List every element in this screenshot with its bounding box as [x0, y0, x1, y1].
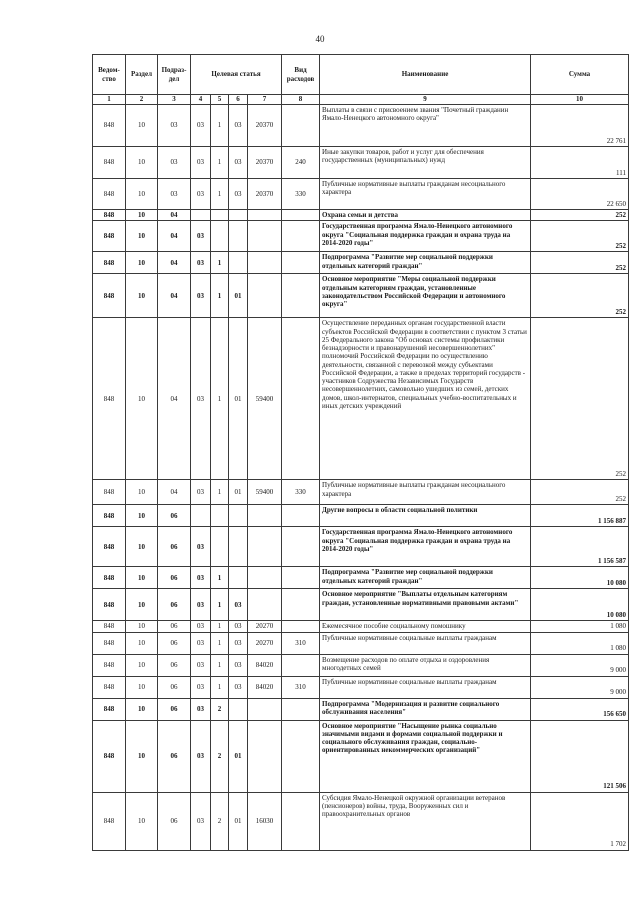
cell-statya-subprogram: 1 — [211, 676, 229, 698]
cell-naimenovanie: Публичные нормативные выплаты гражданам несоциального характера — [320, 179, 531, 210]
cell-vedomstvo: 848 — [93, 147, 126, 179]
cell-statya-measure — [229, 527, 248, 567]
cell-summa: 22 650 — [531, 179, 629, 210]
cell-statya-measure: 01 — [229, 792, 248, 850]
cell-statya-direction — [248, 210, 282, 221]
cell-statya-subprogram: 2 — [211, 792, 229, 850]
cell-podrazdel: 06 — [158, 698, 191, 720]
cell-razdel: 10 — [126, 621, 158, 632]
cell-vedomstvo: 848 — [93, 318, 126, 480]
cell-razdel: 10 — [126, 792, 158, 850]
cell-statya-direction: 20270 — [248, 621, 282, 632]
cell-statya-subprogram: 1 — [211, 480, 229, 505]
cell-podrazdel: 03 — [158, 105, 191, 147]
column-number-row — [93, 95, 629, 105]
cell-statya-program: 03 — [191, 589, 211, 621]
table-row — [93, 654, 629, 676]
cell-vid-rashodov: 330 — [282, 480, 320, 505]
cell-summa: 252 — [531, 221, 629, 252]
table-row — [93, 179, 629, 210]
cell-podrazdel: 06 — [158, 654, 191, 676]
cell-statya-measure — [229, 505, 248, 527]
cell-statya-direction: 59400 — [248, 318, 282, 480]
cell-podrazdel: 04 — [158, 252, 191, 274]
cell-statya-direction — [248, 720, 282, 792]
cell-naimenovanie: Субсидия Ямало-Ненецкой окружной организации ветеранов (пенсионеров) войны, труда, Вооруженных сил и правоохранительных органов — [320, 792, 531, 850]
cell-statya-measure: 01 — [229, 480, 248, 505]
cell-statya-direction — [248, 527, 282, 567]
column-number: 4 — [191, 95, 211, 105]
cell-naimenovanie: Возмещение расходов по оплате отдыха и оздоровления многодетных семей — [320, 654, 531, 676]
cell-vedomstvo: 848 — [93, 632, 126, 654]
table-row — [93, 632, 629, 654]
cell-statya-direction — [248, 221, 282, 252]
cell-statya-program: 03 — [191, 527, 211, 567]
cell-razdel: 10 — [126, 654, 158, 676]
cell-statya-direction: 16030 — [248, 792, 282, 850]
cell-razdel: 10 — [126, 589, 158, 621]
cell-vid-rashodov — [282, 698, 320, 720]
cell-podrazdel: 06 — [158, 589, 191, 621]
column-number: 3 — [158, 95, 191, 105]
cell-vid-rashodov: 310 — [282, 676, 320, 698]
cell-razdel: 10 — [126, 480, 158, 505]
cell-vedomstvo: 848 — [93, 252, 126, 274]
cell-vedomstvo: 848 — [93, 720, 126, 792]
cell-statya-program: 03 — [191, 105, 211, 147]
cell-naimenovanie: Публичные нормативные социальные выплаты гражданам — [320, 676, 531, 698]
table-row — [93, 480, 629, 505]
cell-summa: 22 761 — [531, 105, 629, 147]
cell-vid-rashodov — [282, 654, 320, 676]
cell-podrazdel: 06 — [158, 527, 191, 567]
table-row — [93, 147, 629, 179]
cell-vid-rashodov — [282, 720, 320, 792]
cell-razdel: 10 — [126, 221, 158, 252]
cell-summa: 121 506 — [531, 720, 629, 792]
cell-summa: 252 — [531, 480, 629, 505]
cell-vid-rashodov — [282, 274, 320, 318]
cell-naimenovanie: Государственная программа Ямало-Ненецкого автономного округа "Социальная поддержка граждан и охрана труда на 2014-2020 годы" — [320, 527, 531, 567]
table-row — [93, 210, 629, 221]
cell-statya-measure — [229, 252, 248, 274]
cell-vid-rashodov — [282, 589, 320, 621]
cell-naimenovanie: Государственная программа Ямало-Ненецкого автономного округа "Социальная поддержка граждан и охрана труда на 2014-2020 годы" — [320, 221, 531, 252]
cell-vedomstvo: 848 — [93, 105, 126, 147]
cell-podrazdel: 04 — [158, 318, 191, 480]
cell-naimenovanie: Основное мероприятие "Меры социальной поддержки отдельным категориям граждан, установленные законодательством Российской Федерации и автономного округа" — [320, 274, 531, 318]
cell-naimenovanie: Основное мероприятие "Выплаты отдельным категориям граждан, установленные нормативными правовыми актами" — [320, 589, 531, 621]
cell-summa: 9 000 — [531, 676, 629, 698]
cell-statya-subprogram: 1 — [211, 589, 229, 621]
cell-statya-program: 03 — [191, 632, 211, 654]
column-number: 1 — [93, 95, 126, 105]
cell-statya-direction: 84020 — [248, 654, 282, 676]
cell-podrazdel: 06 — [158, 720, 191, 792]
cell-podrazdel: 04 — [158, 274, 191, 318]
cell-statya-measure: 03 — [229, 589, 248, 621]
cell-vedomstvo: 848 — [93, 527, 126, 567]
cell-naimenovanie: Публичные нормативные выплаты гражданам несоциального характера — [320, 480, 531, 505]
cell-statya-direction: 20270 — [248, 632, 282, 654]
cell-statya-direction: 20370 — [248, 105, 282, 147]
cell-statya-direction: 84020 — [248, 676, 282, 698]
cell-statya-measure: 03 — [229, 147, 248, 179]
table-row — [93, 274, 629, 318]
table-row — [93, 621, 629, 632]
cell-statya-subprogram: 1 — [211, 632, 229, 654]
cell-summa: 252 — [531, 210, 629, 221]
cell-statya-direction: 20370 — [248, 147, 282, 179]
header-podrazdel: Подраз-дел — [158, 55, 191, 95]
cell-summa: 1 702 — [531, 792, 629, 850]
cell-naimenovanie: Подпрограмма "Модернизация и развитие социального обслуживания населения" — [320, 698, 531, 720]
cell-razdel: 10 — [126, 505, 158, 527]
table-row — [93, 221, 629, 252]
cell-naimenovanie: Другие вопросы в области социальной политики — [320, 505, 531, 527]
cell-naimenovanie: Иные закупки товаров, работ и услуг для обеспечения государственных (муниципальных) нужд — [320, 147, 531, 179]
cell-summa: 1 156 887 — [531, 505, 629, 527]
cell-summa: 1 080 — [531, 621, 629, 632]
cell-vedomstvo: 848 — [93, 792, 126, 850]
column-number: 9 — [320, 95, 531, 105]
cell-naimenovanie: Основное мероприятие "Насыщение рынка социально значимыми видами и формами социальной поддержки и социального обслуживания граждан, социально-ориентированных некоммерческих организаций" — [320, 720, 531, 792]
cell-razdel: 10 — [126, 147, 158, 179]
column-number: 8 — [282, 95, 320, 105]
cell-vedomstvo: 848 — [93, 698, 126, 720]
cell-statya-subprogram: 1 — [211, 179, 229, 210]
column-number: 10 — [531, 95, 629, 105]
cell-statya-measure: 01 — [229, 318, 248, 480]
cell-vid-rashodov — [282, 792, 320, 850]
table-row — [93, 676, 629, 698]
header-naimenovanie: Наименование — [320, 55, 531, 95]
cell-statya-program: 03 — [191, 179, 211, 210]
cell-statya-measure: 01 — [229, 720, 248, 792]
cell-vid-rashodov: 330 — [282, 179, 320, 210]
cell-naimenovanie: Подпрограмма "Развитие мер социальной поддержки отдельных категорий граждан" — [320, 567, 531, 589]
table-row — [93, 720, 629, 792]
cell-vid-rashodov: 310 — [282, 632, 320, 654]
cell-podrazdel: 06 — [158, 792, 191, 850]
header-row — [93, 55, 629, 95]
table-row — [93, 318, 629, 480]
cell-vid-rashodov — [282, 567, 320, 589]
cell-statya-measure: 03 — [229, 105, 248, 147]
cell-vid-rashodov — [282, 505, 320, 527]
cell-razdel: 10 — [126, 210, 158, 221]
cell-statya-subprogram: 1 — [211, 252, 229, 274]
cell-statya-program: 03 — [191, 654, 211, 676]
cell-statya-program: 03 — [191, 147, 211, 179]
cell-statya-subprogram — [211, 221, 229, 252]
cell-razdel: 10 — [126, 676, 158, 698]
cell-vid-rashodov — [282, 252, 320, 274]
cell-statya-measure — [229, 698, 248, 720]
cell-naimenovanie: Выплаты в связи с присвоением звания "Почетный гражданин Ямало-Ненецкого автономного округа" — [320, 105, 531, 147]
cell-naimenovanie: Осуществление переданных органам государственной власти субъектов Российской Федерации в соответствии с пунктом 3 статьи 25 Федерального закона "Об основах системы профилактики безнадзорности и правонарушений несовершеннолетних" полномочий Российской Федерации по осуществлению деятельности, связанной с перевозкой между субъектами Российской Федерации, а также в пределах территорий государств - участников Содружества Независимых Государств несовершеннолетних, самовольно ушедших из семей, детских домов, школ-интернатов, специальных учебно-воспитательных и иных детских учреждений — [320, 318, 531, 480]
cell-podrazdel: 06 — [158, 505, 191, 527]
cell-vedomstvo: 848 — [93, 179, 126, 210]
cell-razdel: 10 — [126, 252, 158, 274]
cell-statya-measure: 03 — [229, 676, 248, 698]
cell-statya-measure: 03 — [229, 179, 248, 210]
cell-statya-subprogram: 1 — [211, 274, 229, 318]
cell-vedomstvo: 848 — [93, 210, 126, 221]
cell-statya-direction — [248, 274, 282, 318]
cell-statya-subprogram: 1 — [211, 318, 229, 480]
header-razdel: Раздел — [126, 55, 158, 95]
cell-summa: 10 080 — [531, 589, 629, 621]
table-row — [93, 567, 629, 589]
cell-statya-subprogram — [211, 527, 229, 567]
cell-statya-program: 03 — [191, 274, 211, 318]
cell-razdel: 10 — [126, 632, 158, 654]
header-vid-rashodov: Вид расходов — [282, 55, 320, 95]
cell-statya-measure: 03 — [229, 654, 248, 676]
cell-razdel: 10 — [126, 179, 158, 210]
cell-razdel: 10 — [126, 720, 158, 792]
cell-statya-measure — [229, 567, 248, 589]
cell-vedomstvo: 848 — [93, 480, 126, 505]
cell-razdel: 10 — [126, 274, 158, 318]
cell-podrazdel: 03 — [158, 147, 191, 179]
cell-statya-program — [191, 505, 211, 527]
cell-razdel: 10 — [126, 567, 158, 589]
column-number: 6 — [229, 95, 248, 105]
cell-statya-direction — [248, 505, 282, 527]
cell-statya-subprogram: 1 — [211, 654, 229, 676]
table-row — [93, 698, 629, 720]
cell-statya-subprogram: 2 — [211, 720, 229, 792]
cell-razdel: 10 — [126, 527, 158, 567]
cell-podrazdel: 06 — [158, 567, 191, 589]
cell-statya-program: 03 — [191, 676, 211, 698]
cell-statya-direction — [248, 698, 282, 720]
cell-statya-measure: 01 — [229, 274, 248, 318]
cell-podrazdel: 03 — [158, 179, 191, 210]
cell-statya-direction — [248, 567, 282, 589]
cell-summa: 252 — [531, 318, 629, 480]
cell-summa: 1 080 — [531, 632, 629, 654]
table-row — [93, 589, 629, 621]
table-row — [93, 252, 629, 274]
cell-statya-program: 03 — [191, 698, 211, 720]
cell-summa: 252 — [531, 274, 629, 318]
cell-vedomstvo: 848 — [93, 589, 126, 621]
cell-vedomstvo: 848 — [93, 567, 126, 589]
cell-statya-program: 03 — [191, 221, 211, 252]
cell-statya-measure — [229, 210, 248, 221]
cell-statya-program: 03 — [191, 720, 211, 792]
cell-summa: 252 — [531, 252, 629, 274]
cell-podrazdel: 06 — [158, 676, 191, 698]
cell-statya-subprogram: 1 — [211, 621, 229, 632]
cell-naimenovanie: Подпрограмма "Развитие мер социальной поддержки отдельных категорий граждан" — [320, 252, 531, 274]
cell-naimenovanie: Публичные нормативные социальные выплаты гражданам — [320, 632, 531, 654]
cell-podrazdel: 06 — [158, 621, 191, 632]
cell-vid-rashodov — [282, 621, 320, 632]
cell-statya-program: 03 — [191, 252, 211, 274]
cell-statya-measure: 03 — [229, 632, 248, 654]
header-summa: Сумма — [531, 55, 629, 95]
header-celevaya-statya: Целевая статья — [191, 55, 282, 95]
cell-vid-rashodov — [282, 318, 320, 480]
cell-statya-subprogram: 2 — [211, 698, 229, 720]
cell-statya-direction — [248, 589, 282, 621]
cell-statya-subprogram — [211, 505, 229, 527]
cell-razdel: 10 — [126, 698, 158, 720]
cell-naimenovanie: Ежемесячное пособие социальному помошнику — [320, 621, 531, 632]
cell-summa: 10 080 — [531, 567, 629, 589]
cell-vid-rashodov — [282, 527, 320, 567]
cell-statya-direction: 20370 — [248, 179, 282, 210]
cell-vid-rashodov — [282, 105, 320, 147]
column-number: 5 — [211, 95, 229, 105]
cell-statya-program: 03 — [191, 792, 211, 850]
table-body — [93, 105, 629, 851]
cell-statya-program: 03 — [191, 318, 211, 480]
cell-summa: 156 650 — [531, 698, 629, 720]
cell-statya-program — [191, 210, 211, 221]
cell-naimenovanie: Охрана семьи и детства — [320, 210, 531, 221]
cell-statya-measure — [229, 221, 248, 252]
cell-statya-program: 03 — [191, 567, 211, 589]
budget-table — [92, 54, 629, 851]
cell-summa: 111 — [531, 147, 629, 179]
table-row — [93, 505, 629, 527]
page-number: 40 — [315, 34, 325, 44]
cell-razdel: 10 — [126, 105, 158, 147]
cell-statya-measure: 03 — [229, 621, 248, 632]
cell-statya-subprogram: 1 — [211, 105, 229, 147]
cell-statya-subprogram: 1 — [211, 567, 229, 589]
cell-vedomstvo: 848 — [93, 274, 126, 318]
cell-statya-direction — [248, 252, 282, 274]
cell-statya-subprogram: 1 — [211, 147, 229, 179]
cell-vedomstvo: 848 — [93, 654, 126, 676]
cell-summa: 9 000 — [531, 654, 629, 676]
cell-statya-subprogram — [211, 210, 229, 221]
cell-summa: 1 156 587 — [531, 527, 629, 567]
cell-vid-rashodov — [282, 210, 320, 221]
table-row — [93, 527, 629, 567]
cell-vedomstvo: 848 — [93, 676, 126, 698]
cell-statya-program: 03 — [191, 480, 211, 505]
cell-vid-rashodov — [282, 221, 320, 252]
cell-podrazdel: 04 — [158, 210, 191, 221]
cell-statya-program: 03 — [191, 621, 211, 632]
column-number: 2 — [126, 95, 158, 105]
cell-statya-direction: 59400 — [248, 480, 282, 505]
table-row — [93, 792, 629, 850]
cell-vedomstvo: 848 — [93, 221, 126, 252]
cell-podrazdel: 06 — [158, 632, 191, 654]
cell-vedomstvo: 848 — [93, 505, 126, 527]
cell-podrazdel: 04 — [158, 480, 191, 505]
cell-razdel: 10 — [126, 318, 158, 480]
cell-podrazdel: 04 — [158, 221, 191, 252]
header-vedomstvo: Ведом-ство — [93, 55, 126, 95]
column-number: 7 — [248, 95, 282, 105]
table-row — [93, 105, 629, 147]
cell-vedomstvo: 848 — [93, 621, 126, 632]
cell-vid-rashodov: 240 — [282, 147, 320, 179]
